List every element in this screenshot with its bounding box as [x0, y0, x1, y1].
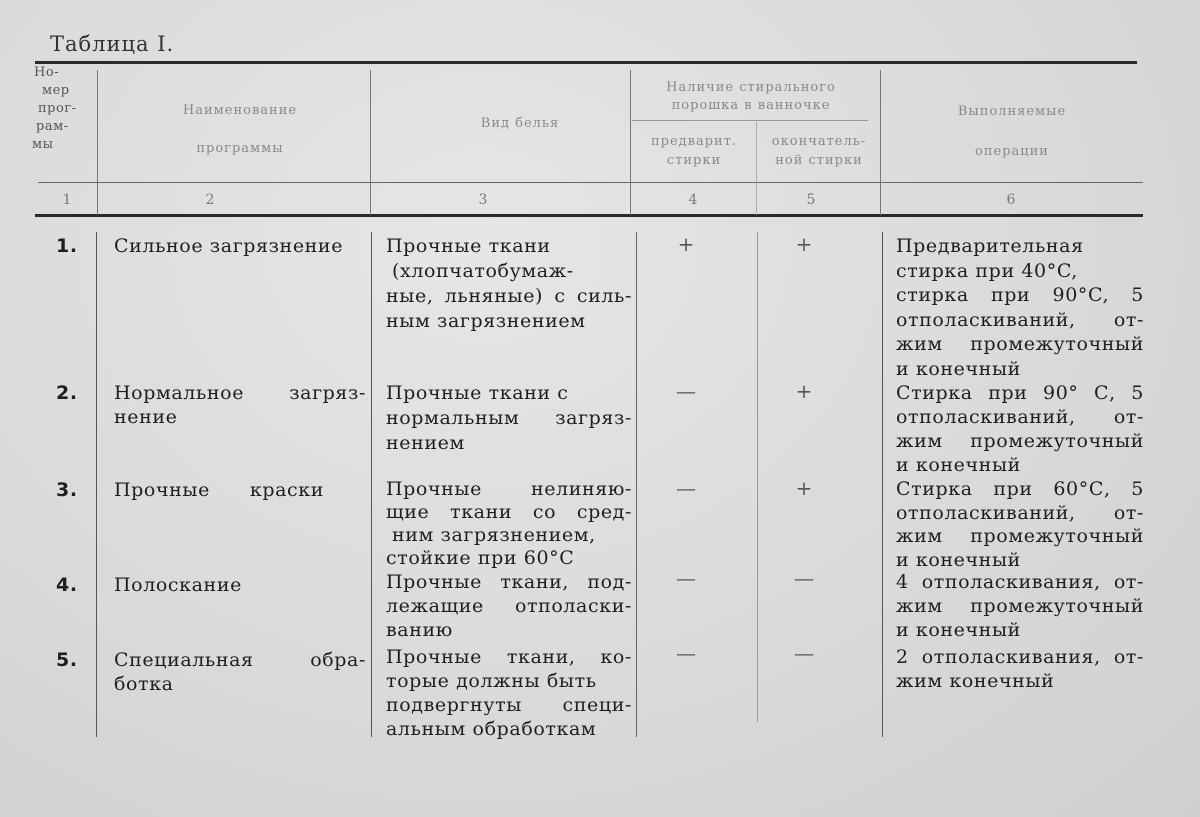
program-name: Специальная обра- ботка: [114, 649, 366, 695]
program-name: Сильное загрязнение: [114, 235, 344, 257]
linen-type: Прочные ткани с нормальным загряз- нением: [386, 382, 632, 454]
prewash-mark: —: [676, 641, 696, 665]
column-number-3: 3: [478, 192, 488, 208]
header-final-wash: окончатель- ной стирки: [771, 134, 867, 168]
body-divider-2: [371, 232, 372, 737]
program-name: Прочные краски: [114, 479, 324, 501]
row-number: 1.: [56, 235, 78, 257]
header-linen-type: Вид белья: [480, 116, 560, 131]
header-divider-3: [630, 70, 631, 215]
top-rule: [35, 61, 1137, 64]
operations: Предварительная стирка при 40°C, стирка при 90°C, 5 отполаскиваний, от- жим промежуточный и конечный: [896, 235, 1144, 380]
column-number-5: 5: [806, 192, 816, 208]
column-number-4: 4: [688, 192, 698, 208]
linen-type: Прочные ткани, под- лежащие отполаски- ванию: [386, 571, 632, 641]
header-divider-2: [370, 70, 371, 215]
program-name: Нормальное загряз- нение: [114, 382, 366, 428]
program-name: Полоскание: [114, 574, 242, 596]
header-program-name: Наименование программы: [182, 103, 298, 156]
group-header-rule: [632, 120, 868, 121]
column-number-6: 6: [1006, 192, 1016, 208]
final-wash-mark: +: [795, 232, 813, 256]
row-number: 3.: [56, 479, 78, 501]
row-number: 4.: [56, 574, 78, 596]
header-divider-4: [756, 122, 757, 215]
header-divider-1: [97, 70, 98, 215]
prewash-mark: —: [676, 566, 696, 590]
row-number: 2.: [56, 382, 78, 404]
header-divider-5: [880, 70, 881, 215]
body-divider-1: [96, 232, 97, 737]
column-number-1: 1: [62, 192, 72, 208]
final-wash-mark: +: [795, 379, 813, 403]
operations: 4 отполаскивания, от- жим промежуточный и конечный: [896, 571, 1144, 641]
final-wash-mark: —: [794, 566, 814, 590]
operations: Стирка при 60°С, 5 отполаскиваний, от- жим промежуточный и конечный: [896, 478, 1144, 571]
table-caption: Таблица I.: [50, 32, 175, 56]
prewash-mark: —: [676, 476, 696, 500]
final-wash-mark: —: [794, 641, 814, 665]
linen-type: Прочные нелиняю- щие ткани со сред- ним загрязнением, стойкие при 60°С: [386, 478, 632, 569]
header-bottom-rule: [38, 182, 1143, 183]
number-row-rule: [35, 214, 1143, 217]
header-detergent-group: Наличие стирального порошка в ванночке: [666, 80, 836, 113]
linen-type: Прочные ткани, ко- торые должны быть подвергнуты специ- альным обработкам: [386, 646, 632, 740]
final-wash-mark: +: [795, 476, 813, 500]
header-program-number: Но- мер прог- рам- мы: [32, 65, 77, 152]
linen-type: Прочные ткани (хлопчатобумаж- ные, льняные) с силь- ным загрязнением: [386, 235, 632, 332]
column-number-2: 2: [205, 192, 215, 208]
operations: Стирка при 90° С, 5 отполаскиваний, от- жим промежуточный и конечный: [896, 382, 1144, 476]
body-divider-4: [757, 232, 758, 722]
header-prewash: предварит. стирки: [650, 134, 738, 168]
prewash-mark: —: [676, 379, 696, 403]
prewash-mark: +: [677, 232, 695, 256]
body-divider-3: [636, 232, 637, 737]
operations: 2 отполаскивания, от- жим конечный: [896, 646, 1144, 692]
header-operations: Выполняемые операции: [957, 104, 1067, 159]
row-number: 5.: [56, 649, 78, 671]
body-divider-5: [882, 232, 883, 737]
